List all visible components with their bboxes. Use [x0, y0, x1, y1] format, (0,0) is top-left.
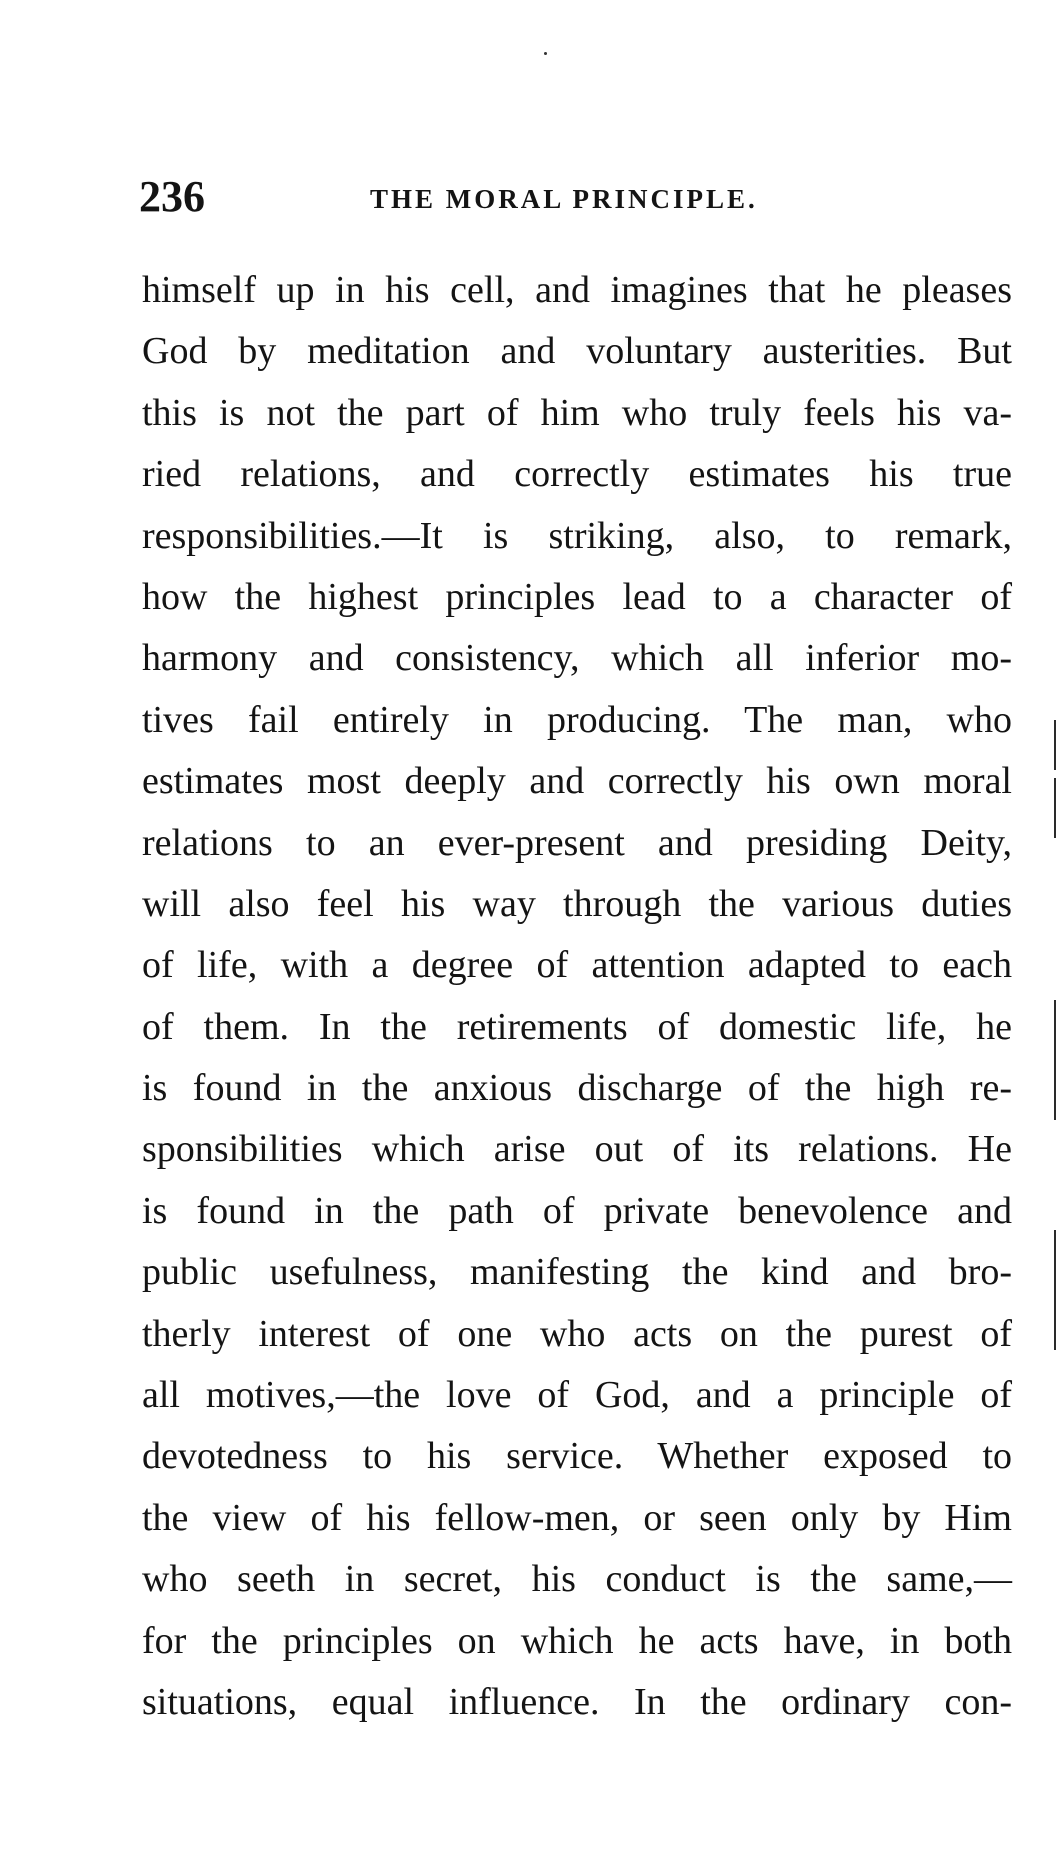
text-line-8: tives fail entirely in producing. The man, who — [142, 698, 1012, 741]
body-text — [142, 260, 1012, 1733]
text-line-23: for the principles on which he acts have, in both — [142, 1619, 1012, 1662]
text-line-17: public usefulness, manifesting the kind and bro- — [142, 1251, 1012, 1294]
text-line-1: himself up in his cell, and imagines that he pleases — [142, 269, 1012, 311]
text-line-15: sponsibilities which arise out of its relations. He — [142, 1128, 1012, 1171]
text-line-21: the view of his fellow-men, or seen only by Him — [142, 1496, 1012, 1539]
margin-mark — [1054, 720, 1056, 770]
text-line-16: is found in the path of private benevolence and — [142, 1189, 1012, 1232]
text-line-24: situations, equal influence. In the ordinary con- — [142, 1680, 1012, 1723]
text-line-3: this is not the part of him who truly feels his va- — [142, 391, 1012, 434]
text-line-14: is found in the anxious discharge of the high re- — [142, 1067, 1012, 1110]
text-line-7: harmony and consistency, which all inferior mo- — [142, 637, 1012, 680]
margin-mark — [1054, 778, 1056, 838]
text-line-19: all motives,—the love of God, and a principle of — [142, 1374, 1012, 1417]
margin-mark — [1054, 1230, 1056, 1350]
margin-mark — [1054, 1000, 1056, 1120]
text-line-22: who seeth in secret, his conduct is the same,— — [142, 1558, 1012, 1601]
text-line-13: of them. In the retirements of domestic life, he — [142, 1005, 1012, 1048]
page-number: 236 — [139, 172, 205, 221]
text-line-18: therly interest of one who acts on the purest of — [142, 1312, 1012, 1355]
print-speck — [544, 52, 547, 55]
text-line-20: devotedness to his service. Whether exposed to — [142, 1435, 1012, 1478]
running-head — [139, 172, 1019, 222]
text-line-5: responsibilities.—It is striking, also, to remark, — [142, 514, 1012, 557]
text-line-2: God by meditation and voluntary austerities. But — [142, 330, 1012, 373]
text-line-12: of life, with a degree of attention adapted to each — [142, 944, 1012, 987]
text-line-4: ried relations, and correctly estimates his true — [142, 453, 1012, 496]
text-line-11: will also feel his way through the various duties — [142, 882, 1012, 925]
text-line-10: relations to an ever-present and presiding Deity, — [142, 821, 1012, 864]
text-line-6: how the highest principles lead to a character of — [142, 575, 1012, 618]
running-title: THE MORAL PRINCIPLE. — [370, 184, 758, 214]
text-line-9: estimates most deeply and correctly his own moral — [142, 760, 1012, 803]
